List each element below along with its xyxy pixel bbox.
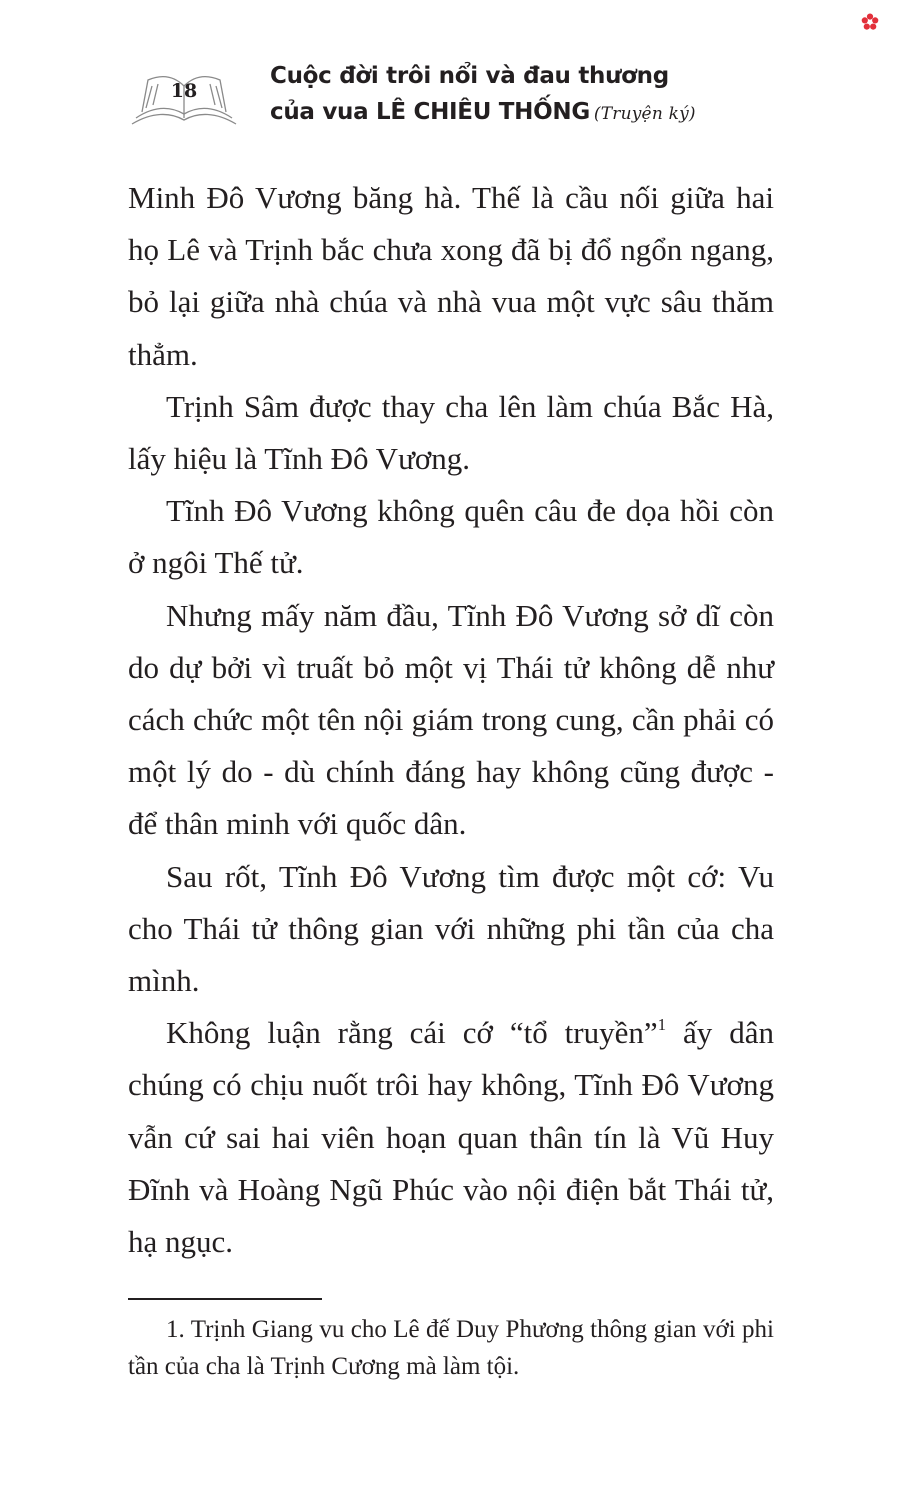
paragraph: Tĩnh Đô Vương không quên câu đe dọa hồi còn ở ngôi Thế tử. xyxy=(128,493,774,581)
paragraph: Trịnh Sâm được thay cha lên làm chúa Bắc Hà, lấy hiệu là Tĩnh Đô Vương. xyxy=(128,388,774,477)
paragraph: Sau rốt, Tĩnh Đô Vương tìm được một cớ: Vu cho Thái tử thông gian với những phi tần của cha mình. xyxy=(128,858,774,999)
paragraph: Nhưng mấy năm đầu, Tĩnh Đô Vương sở dĩ còn do dự bởi vì truất bỏ một vị Thái tử không dễ như cách chức một tên nội giám trong cung, cần phải có một lý do - dù chính đáng hay không cũng được - để thân minh với quốc dân. xyxy=(128,597,774,842)
genre-label: (Truyện ký) xyxy=(593,104,696,124)
paragraph: Minh Đô Vương băng hà. Thế là cầu nối giữa hai họ Lê và Trịnh bắc chưa xong đã bị đổ ngổn ngang, bỏ lại giữa nhà chúa và nhà vua một vực sâu thăm thẳm. xyxy=(128,180,774,372)
book-title-line-2 xyxy=(270,94,696,132)
running-header xyxy=(128,58,788,138)
paragraph-text: Không luận rằng cái cớ “tổ truyền” xyxy=(166,1015,658,1051)
paragraph-text: ấy dân chúng có chịu nuốt trôi hay không, Tĩnh Đô Vương vẫn cứ sai hai viên hoạn quan thân tín là Vũ Huy Đĩnh và Hoàng Ngũ Phúc vào nội điện bắt Thái tử, hạ ngục. xyxy=(128,1015,774,1260)
footnote-divider xyxy=(128,1298,322,1300)
book-title-line-2-text: của vua LÊ CHIÊU THỐNG xyxy=(270,99,590,125)
book-title xyxy=(270,58,696,132)
paragraph-with-note xyxy=(128,1007,774,1268)
footnote: 1. Trịnh Giang vu cho Lê đế Duy Phương thông gian với phi tần của cha là Trịnh Cương mà làm tội. xyxy=(128,1316,774,1380)
body-text xyxy=(128,172,774,1268)
book-title-line-1: Cuộc đời trôi nổi và đau thương xyxy=(270,63,669,89)
page-number: 18 xyxy=(170,80,198,102)
footnote-reference: 1 xyxy=(657,1015,667,1035)
flower-mark-icon xyxy=(860,12,880,32)
